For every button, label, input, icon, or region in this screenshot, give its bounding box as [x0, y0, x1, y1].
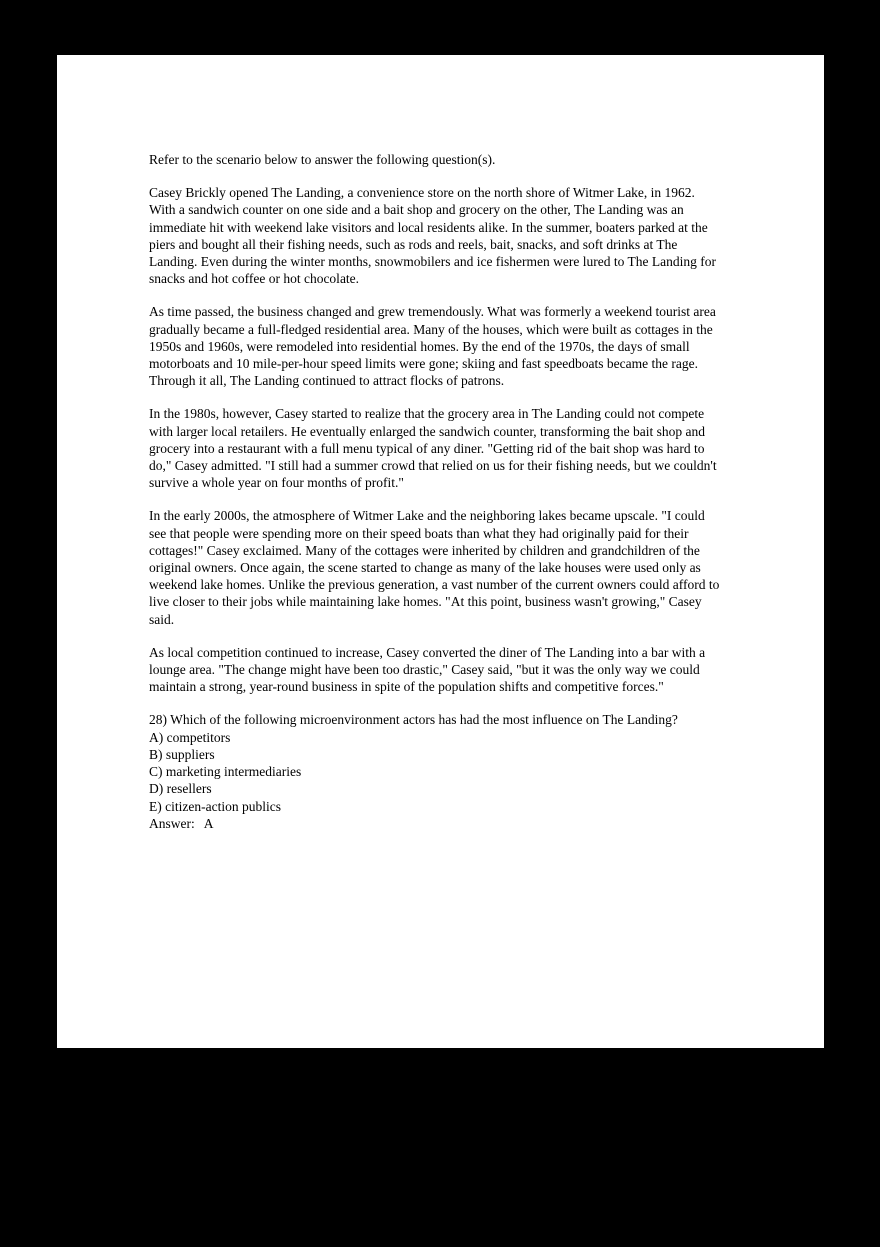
- question-option-c: C) marketing intermediaries: [149, 764, 302, 780]
- answer-value: A: [203, 815, 214, 831]
- question-option-e: E) citizen-action publics: [149, 798, 281, 814]
- question-text: 28) Which of the following microenvironment actors has had the most influence on The Landing?: [149, 712, 678, 728]
- question-block: [149, 711, 721, 831]
- question-option-a: A) competitors: [149, 729, 231, 745]
- answer-line: [149, 815, 721, 832]
- scenario-paragraph-4: In the early 2000s, the atmosphere of Witmer Lake and the neighboring lakes became upscale. "I could see that people were spending more on their speed boats than what they had originally paid for their cottages!" Casey exclaimed. Many of the cottages were inherited by children and grandchildren of the original owners. Once again, the scene started to change as many of the lake houses were used only as weekend lake homes. Unlike the previous generation, a vast number of the current owners could afford to live closer to their jobs while maintaining lake homes. "At this point, business wasn't growing," Casey said.: [149, 508, 720, 627]
- question-option-d: D) resellers: [149, 781, 212, 797]
- document-content: [149, 151, 721, 832]
- scenario-paragraph-2: As time passed, the business changed and grew tremendously. What was formerly a weekend tourist area gradually became a full-fledged residential area. Many of the houses, which were built as cottages in the 1950s and 1960s, were remodeled into residential homes. By the end of the 1970s, the days of small motorboats and 10 mile-per-hour speed limits were gone; skiing and fast speedboats became the rage. Through it all, The Landing continued to attract flocks of patrons.: [149, 304, 716, 389]
- scenario-paragraph-3: In the 1980s, however, Casey started to realize that the grocery area in The Landing could not compete with larger local retailers. He eventually enlarged the sandwich counter, transforming the bait shop and grocery into a restaurant with a full menu typical of any diner. "Getting rid of the bait shop was hard to do," Casey admitted. "I still had a summer crowd that relied on us for their fishing needs, but we couldn't survive a whole year on four months of profit.": [149, 406, 717, 491]
- scenario-paragraph-1: Casey Brickly opened The Landing, a convenience store on the north shore of Witmer Lake, in 1962. With a sandwich counter on one side and a bait shop and grocery on the other, The Landing was an immediate hit with weekend lake visitors and local residents alike. In the summer, boaters parked at the piers and bought all their fishing needs, such as rods and reels, bait, snacks, and soft drinks at The Landing. Even during the winter months, snowmobilers and ice fishermen were lured to The Landing for snacks and hot coffee or hot chocolate.: [149, 185, 716, 287]
- scenario-paragraph-5: As local competition continued to increase, Casey converted the diner of The Landing into a bar with a lounge area. "The change might have been too drastic," Casey said, "but it was the only way we could maintain a strong, year-round business in spite of the population shifts and competitive forces.": [149, 644, 706, 695]
- answer-label: Answer:: [149, 815, 195, 831]
- question-option-b: B) suppliers: [149, 746, 215, 762]
- document-page: [57, 55, 824, 1048]
- scenario-intro-line: Refer to the scenario below to answer the following question(s).: [149, 152, 496, 167]
